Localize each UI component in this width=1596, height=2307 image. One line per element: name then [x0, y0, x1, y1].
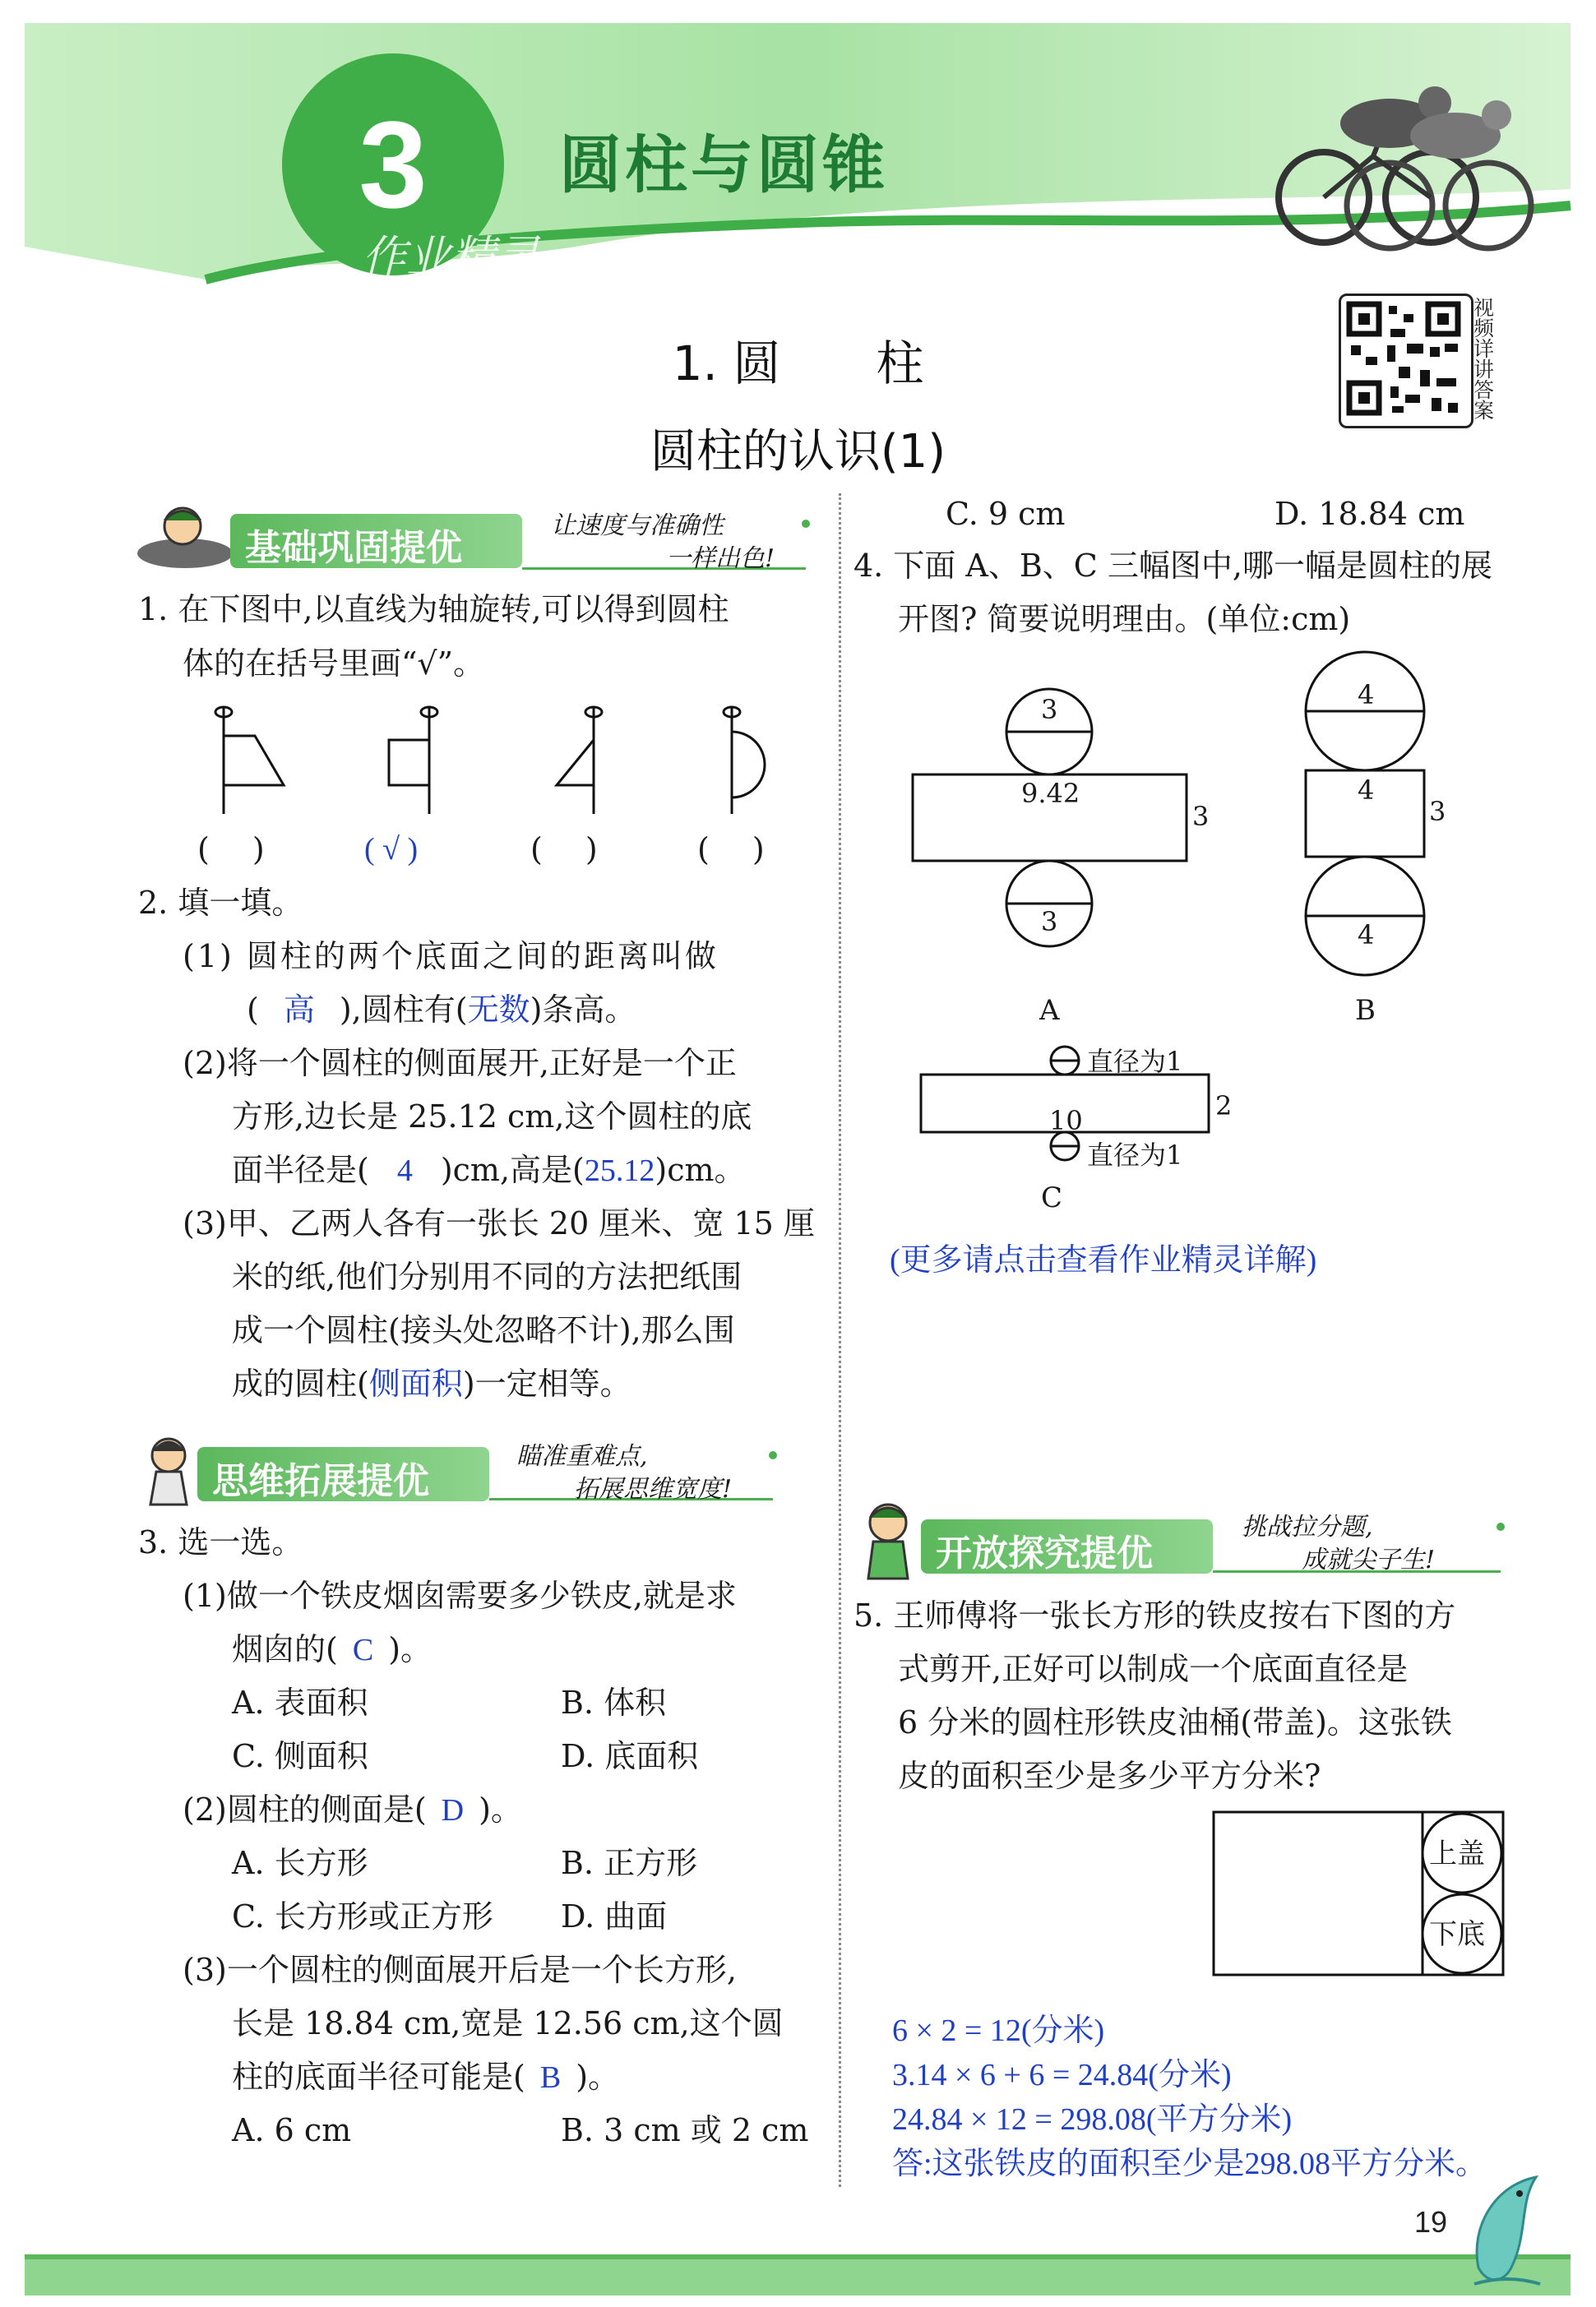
base-label: 下底	[1429, 1918, 1485, 1951]
q2-p1-line-1: (1) 圆柱的两个底面之间的距离叫做	[183, 938, 719, 974]
open-slogan-2: 成就尖子生!	[1302, 1546, 1436, 1574]
net-figures	[888, 650, 1480, 1209]
basic-rule-dot	[802, 520, 810, 528]
q3-p1-option-d[interactable]: D. 底面积	[561, 1738, 699, 1774]
q3-p2-option-b[interactable]: B. 正方形	[561, 1845, 698, 1881]
thinking-slogan-2: 拓展思维宽度!	[574, 1475, 733, 1504]
cyclists-illustration	[1266, 58, 1538, 255]
solution-answer: 答:这张铁皮的面积至少是298.08平方分米。	[892, 2147, 1487, 2181]
figC-side-label: 2	[1215, 1090, 1233, 1121]
q5-line-4: 皮的面积至少是多少平方分米?	[898, 1758, 1321, 1794]
q2-p1-text-a: (	[247, 992, 259, 1028]
q3-p1-line-1: (1)做一个铁皮烟囱需要多少铁皮,就是求	[183, 1578, 737, 1614]
figB-bottom-label: 4	[1358, 919, 1375, 950]
rotation-figures	[189, 699, 814, 822]
section-title: 1. 圆 柱	[672, 335, 924, 391]
mascot-boy-icon	[847, 1496, 929, 1587]
q1-answer-3[interactable]: ( )	[530, 831, 598, 867]
q3-p1-option-a[interactable]: A. 表面积	[232, 1685, 368, 1721]
more-details-link[interactable]: (更多请点击查看作业精灵详解)	[890, 1243, 1317, 1278]
figA-rect-label: 9.42	[1021, 778, 1080, 809]
q2-p3-text-a: 成的圆柱(	[232, 1366, 369, 1402]
open-slogan-1: 挑战拉分题,	[1242, 1513, 1373, 1542]
q2-p2-line-3	[232, 1143, 746, 1198]
q2-p2-line-2: 方形,边长是 25.12 cm,这个圆柱的底	[232, 1098, 752, 1135]
q3-p1-option-b[interactable]: B. 体积	[561, 1685, 667, 1721]
q3-p2-option-c[interactable]: C. 长方形或正方形	[232, 1898, 493, 1935]
q5-line-1: 5. 王师傅将一张长方形的铁皮按右下图的方	[854, 1597, 1456, 1634]
q2-head: 2. 填一填。	[138, 885, 303, 921]
q2-p1-answer-1[interactable]: 高	[283, 993, 315, 1028]
q3-p3-answer[interactable]: B	[539, 2060, 562, 2095]
q2-p1-line-2	[247, 982, 636, 1038]
footer-band	[0, 2212, 1596, 2307]
q3-p3-line-2: 长是 18.84 cm,宽是 12.56 cm,这个圆	[232, 2005, 784, 2041]
q3-p3-option-a[interactable]: A. 6 cm	[232, 2112, 352, 2148]
q3-p2-text-b: )。	[479, 1792, 522, 1828]
figC-bottom-label: 直径为1	[1087, 1140, 1183, 1171]
q3-p3-line-1: (3)一个圆柱的侧面展开后是一个长方形,	[183, 1952, 737, 1988]
q3-p1-option-c[interactable]: C. 侧面积	[232, 1738, 368, 1774]
q3-p1-answer[interactable]: C	[352, 1633, 374, 1667]
q4-line-2: 开图? 简要说明理由。(单位:cm)	[898, 601, 1351, 637]
q1-answer-2[interactable]: ( √ )	[364, 832, 419, 867]
figC-top-label: 直径为1	[1087, 1046, 1183, 1077]
q2-p3-line-3: 成一个圆柱(接头处忽略不计),那么围	[232, 1312, 735, 1348]
q2-p3-line-1: (3)甲、乙两人各有一张长 20 厘米、宽 15 厘	[183, 1205, 815, 1241]
mascot-girl-icon	[136, 1431, 201, 1513]
figA-bottom-label: 3	[1041, 906, 1058, 937]
q2-p1-text-b: ),圆柱有(	[339, 992, 468, 1028]
q3-p1-text-b: )。	[388, 1631, 433, 1667]
q2-p3-line-4	[232, 1357, 631, 1412]
figB-letter: B	[1355, 994, 1376, 1027]
basic-slogan-1: 让速度与准确性	[551, 511, 724, 540]
q2-p2-text-a: 面半径是(	[232, 1152, 369, 1188]
mascot-kid-icon	[132, 497, 238, 571]
thinking-section-title: 思维拓展提优	[212, 1460, 429, 1502]
chapter-title: 圆柱与圆锥	[559, 128, 888, 201]
q3-p1-line-2	[232, 1622, 432, 1677]
q3-p3-option-d[interactable]: D. 18.84 cm	[1274, 496, 1465, 532]
q3-p2-option-a[interactable]: A. 长方形	[232, 1845, 368, 1881]
q2-p3-text-b: )一定相等。	[462, 1366, 631, 1402]
q3-p3-text-b: )。	[576, 2059, 620, 2095]
q3-head: 3. 选一选。	[138, 1524, 303, 1560]
q3-p3-option-c[interactable]: C. 9 cm	[946, 496, 1066, 532]
q4-line-1: 4. 下面 A、B、C 三幅图中,哪一幅是圆柱的展	[854, 548, 1493, 584]
figA-side-label: 3	[1192, 801, 1210, 832]
solution-line-3: 24.84 × 12 = 298.08(平方分米)	[892, 2102, 1293, 2137]
q3-p3-option-b[interactable]: B. 3 cm 或 2 cm	[561, 2112, 809, 2148]
q3-p2-option-d[interactable]: D. 曲面	[561, 1898, 668, 1935]
qr-side-label: 视频详讲答案	[1473, 296, 1495, 423]
figB-side-label: 3	[1429, 796, 1446, 827]
q2-p2-text-c: )cm。	[655, 1152, 746, 1188]
figC-rect-label: 10	[1049, 1105, 1083, 1136]
dolphin-icon	[1462, 2169, 1552, 2300]
q5-line-2: 式剪开,正好可以制成一个底面直径是	[898, 1651, 1409, 1687]
open-section-title: 开放探究提优	[936, 1533, 1153, 1574]
q3-p3-text-a: 柱的底面半径可能是(	[232, 2059, 525, 2095]
column-divider	[839, 493, 841, 2187]
figA-top-label: 3	[1041, 694, 1058, 725]
figA-letter: A	[1039, 994, 1060, 1027]
lid-label: 上盖	[1429, 1838, 1485, 1870]
q2-p2-line-1: (2)将一个圆柱的侧面展开,正好是一个正	[183, 1045, 737, 1081]
solution-line-1: 6 × 2 = 12(分米)	[892, 2013, 1105, 2048]
q3-p3-line-3	[232, 2050, 619, 2105]
basic-slogan-2: 一样出色!	[666, 544, 775, 573]
q2-p2-answer-2[interactable]: 25.12	[584, 1154, 655, 1188]
thinking-rule-dot	[769, 1451, 777, 1459]
q3-p1-text-a: 烟囱的(	[232, 1631, 338, 1667]
figB-rect-label: 4	[1358, 774, 1375, 806]
chapter-number: 3	[359, 95, 428, 233]
basic-section-title: 基础巩固提优	[245, 527, 462, 569]
page-number: 19	[1414, 2205, 1448, 2239]
thinking-slogan-1: 瞄准重难点,	[516, 1442, 648, 1471]
q2-p2-answer-1[interactable]: 4	[396, 1154, 413, 1188]
q2-p3-answer[interactable]: 侧面积	[368, 1367, 463, 1402]
solution-line-2: 3.14 × 6 + 6 = 24.84(分米)	[892, 2058, 1232, 2092]
q2-p2-text-b: )cm,高是(	[440, 1152, 585, 1188]
open-rule-dot	[1497, 1523, 1505, 1531]
q2-p3-line-2: 米的纸,他们分别用不同的方法把纸围	[232, 1259, 742, 1295]
q3-p2-answer[interactable]: D	[441, 1793, 465, 1828]
q1-line-2: 体的在括号里画“√”。	[183, 645, 485, 682]
q1-answer-4[interactable]: ( )	[697, 831, 765, 867]
q2-p1-text-c: )条高。	[530, 992, 636, 1028]
q2-p1-answer-2[interactable]: 无数	[467, 993, 530, 1028]
q1-answer-1[interactable]: ( )	[197, 831, 265, 867]
figC-letter: C	[1041, 1181, 1063, 1214]
lesson-title: 圆柱的认识(1)	[650, 425, 946, 479]
figB-top-label: 4	[1358, 679, 1375, 710]
q5-line-3: 6 分米的圆柱形铁皮油桶(带盖)。这张铁	[898, 1704, 1452, 1741]
q3-p2-text-a: (2)圆柱的侧面是(	[183, 1792, 427, 1828]
q3-p2-line-1	[183, 1782, 522, 1838]
q1-line-1: 1. 在下图中,以直线为轴旋转,可以得到圆柱	[138, 591, 729, 627]
header-watermark: 作业精灵	[362, 231, 539, 283]
